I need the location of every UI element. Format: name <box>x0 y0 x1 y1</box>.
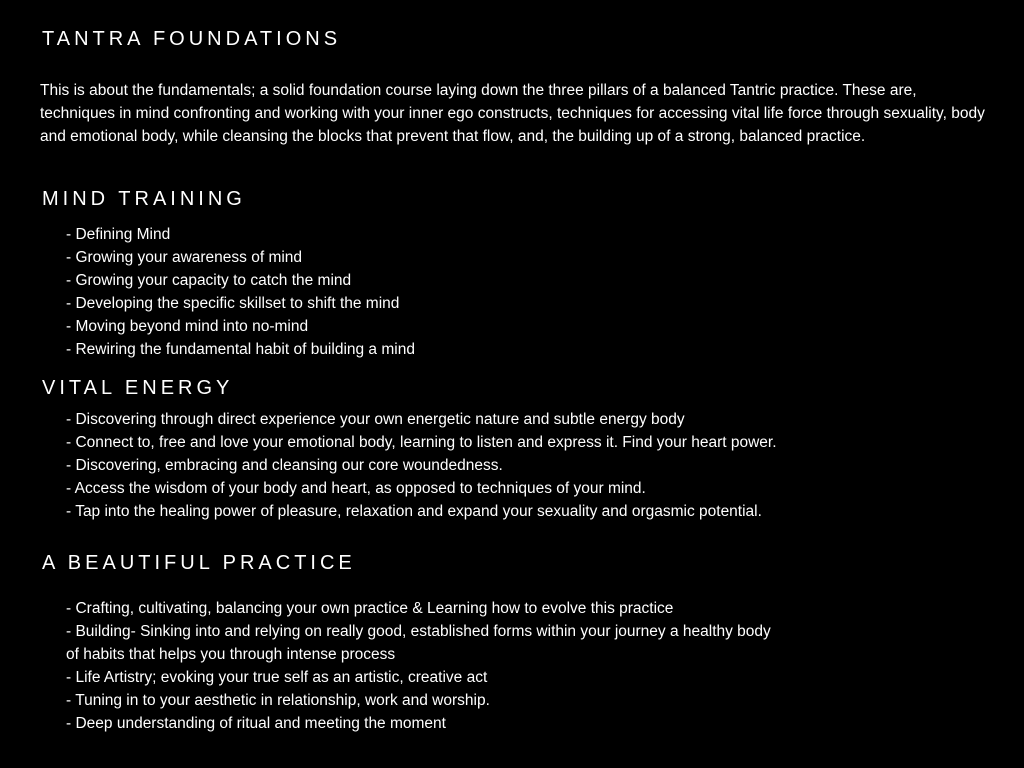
list-item: - Deep understanding of ritual and meeting the moment <box>66 715 446 732</box>
list-item: - Developing the specific skillset to shift the mind <box>66 295 400 312</box>
list-item: - Discovering, embracing and cleansing our core woundedness. <box>66 457 503 474</box>
list-item: - Building- Sinking into and relying on really good, established forms within your journey a healthy body <box>66 623 771 640</box>
list-item: of habits that helps you through intense process <box>66 646 396 663</box>
list-item: - Life Artistry; evoking your true self as an artistic, creative act <box>66 669 488 686</box>
beautiful-practice-list <box>66 597 771 735</box>
list-item: - Growing your awareness of mind <box>66 249 303 266</box>
intro-paragraph: This is about the fundamentals; a solid foundation course laying down the three pillars of a balanced Tantric practice. These are, techniques in mind confronting and working with your inner ego constructs, techniques for accessing vital life force through sexuality, body and emotional body, while cleansing the blocks that prevent that flow, and, the building up of a strong, balanced practice. <box>40 82 985 145</box>
list-item: - Growing your capacity to catch the mind <box>66 272 352 289</box>
section-heading-mind-training: MIND TRAINING <box>42 188 246 210</box>
list-item: - Access the wisdom of your body and heart, as opposed to techniques of your mind. <box>66 480 646 497</box>
list-item: - Defining Mind <box>66 226 171 243</box>
list-item: - Crafting, cultivating, balancing your own practice & Learning how to evolve this practice <box>66 600 674 617</box>
section-heading-vital-energy: VITAL ENERGY <box>42 377 234 399</box>
mind-training-list <box>66 223 415 361</box>
list-item: - Tuning in to your aesthetic in relationship, work and worship. <box>66 692 490 709</box>
list-item: - Discovering through direct experience your own energetic nature and subtle energy body <box>66 411 685 428</box>
vital-energy-list <box>66 408 777 523</box>
list-item: - Connect to, free and love your emotional body, learning to listen and express it. Find your heart power. <box>66 434 777 451</box>
list-item: - Moving beyond mind into no-mind <box>66 318 309 335</box>
list-item: - Tap into the healing power of pleasure, relaxation and expand your sexuality and orgasmic potential. <box>66 503 762 520</box>
page-title: TANTRA FOUNDATIONS <box>42 28 342 50</box>
list-item: - Rewiring the fundamental habit of building a mind <box>66 341 415 358</box>
section-heading-a-beautiful-practice: A BEAUTIFUL PRACTICE <box>42 552 356 574</box>
